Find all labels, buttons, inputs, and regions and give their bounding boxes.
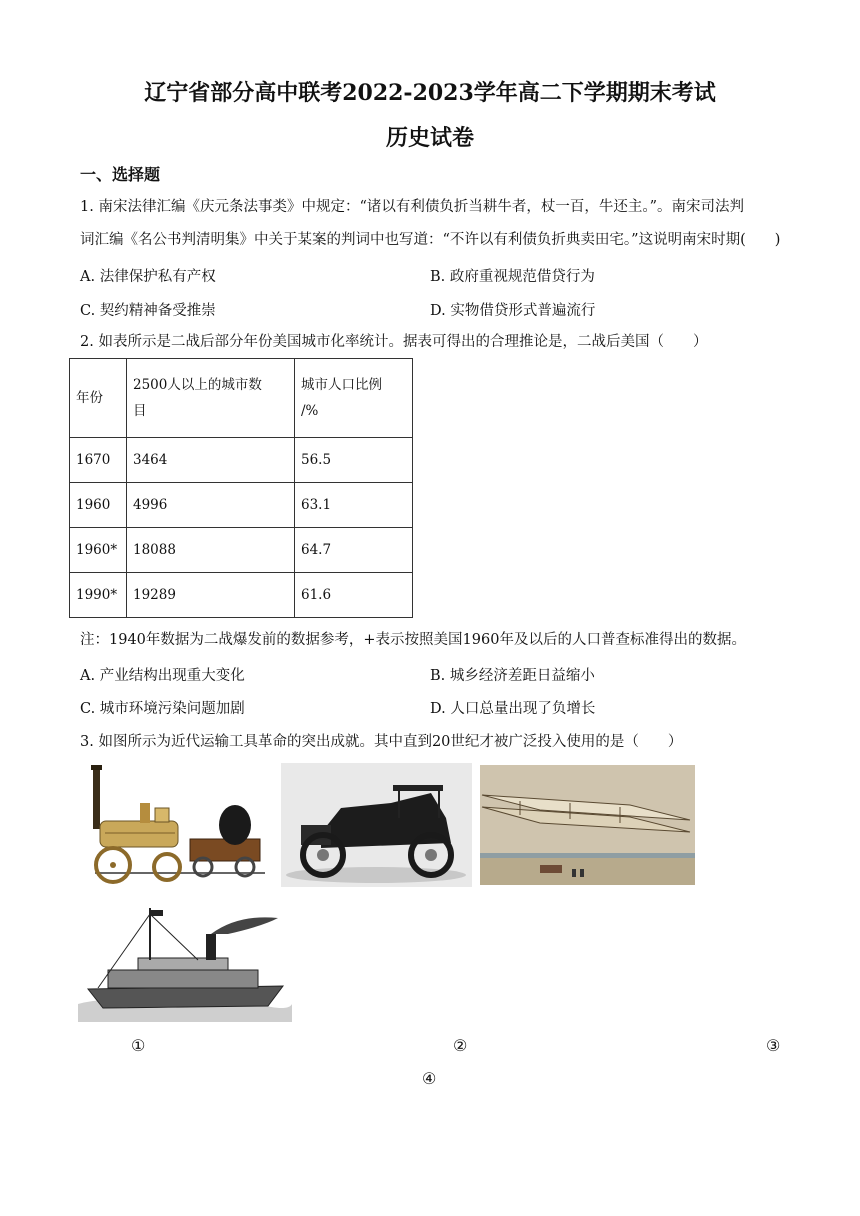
header-urban-ratio-line2: /%	[301, 403, 319, 419]
cell-city-count: 3464	[127, 438, 295, 483]
table-row	[70, 483, 413, 528]
early-automobile-image	[281, 763, 472, 887]
q1-stem-line1: 1. 南宋法律汇编《庆元条法事类》中规定：“诸以有利债负折当耕牛者，杖一百，牛还主。”。南宋司法判	[80, 199, 745, 215]
cell-city-count: 18088	[127, 528, 295, 573]
q3-stem: 3. 如图所示为近代运输工具革命的突出成就。其中直到20世纪才被广泛投入使用的是（ ）	[80, 734, 683, 750]
exam-title: 辽宁省部分高中联考2022-2023学年高二下学期期末考试	[144, 80, 716, 106]
early-airplane-image	[480, 765, 695, 885]
q1-option-d: D. 实物借贷形式普遍流行	[430, 303, 596, 319]
header-year: 年份	[70, 359, 127, 438]
exam-subtitle: 历史试卷	[385, 125, 474, 151]
q2-option-d: D. 人口总量出现了负增长	[430, 701, 596, 717]
table-row	[70, 438, 413, 483]
q1-stem-line2: 词汇编《名公书判清明集》中关于某案的判词中也写道：“不许以有利债负折典卖田宅。”这说明南宋时期( )	[80, 232, 781, 248]
cell-urban-ratio: 61.6	[295, 573, 413, 618]
q2-note: 注：1940年数据为二战爆发前的数据参考，+表示按照美国1960年及以后的人口普查标准得出的数据。	[80, 632, 746, 648]
steam-locomotive-image	[85, 763, 268, 887]
cell-year: 1960	[70, 483, 127, 528]
cell-year: 1990*	[70, 573, 127, 618]
header-urban-ratio-line1: 城市人口比例	[301, 377, 382, 393]
header-city-count-line1: 2500人以上的城市数	[133, 377, 262, 393]
figure-label-2: ②	[453, 1036, 468, 1055]
q2-option-c: C. 城市环境污染问题加剧	[80, 701, 245, 717]
cell-urban-ratio: 56.5	[295, 438, 413, 483]
cell-urban-ratio: 64.7	[295, 528, 413, 573]
q1-option-a: A. 法律保护私有产权	[80, 269, 216, 285]
section-heading: 一、选择题	[80, 165, 161, 184]
table-row	[70, 528, 413, 573]
q1-option-b: B. 政府重视规范借贷行为	[430, 269, 595, 285]
header-city-count	[127, 359, 295, 438]
q2-option-b: B. 城乡经济差距日益缩小	[430, 668, 595, 684]
cell-city-count: 19289	[127, 573, 295, 618]
figure-label-4: ④	[422, 1069, 437, 1088]
cell-urban-ratio: 63.1	[295, 483, 413, 528]
cell-city-count: 4996	[127, 483, 295, 528]
cell-year: 1960*	[70, 528, 127, 573]
urbanization-table	[69, 358, 413, 618]
header-urban-ratio	[295, 359, 413, 438]
q1-option-c: C. 契约精神备受推崇	[80, 303, 216, 319]
table-row	[70, 573, 413, 618]
q2-option-a: A. 产业结构出现重大变化	[80, 668, 245, 684]
figure-label-1: ①	[131, 1036, 146, 1055]
steamboat-image	[78, 904, 292, 1022]
figure-label-3: ③	[766, 1036, 781, 1055]
q2-stem: 2. 如表所示是二战后部分年份美国城市化率统计。据表可得出的合理推论是，二战后美国（ ）	[80, 334, 708, 350]
header-city-count-line2: 目	[133, 403, 147, 419]
table-header-row	[70, 359, 413, 438]
cell-year: 1670	[70, 438, 127, 483]
